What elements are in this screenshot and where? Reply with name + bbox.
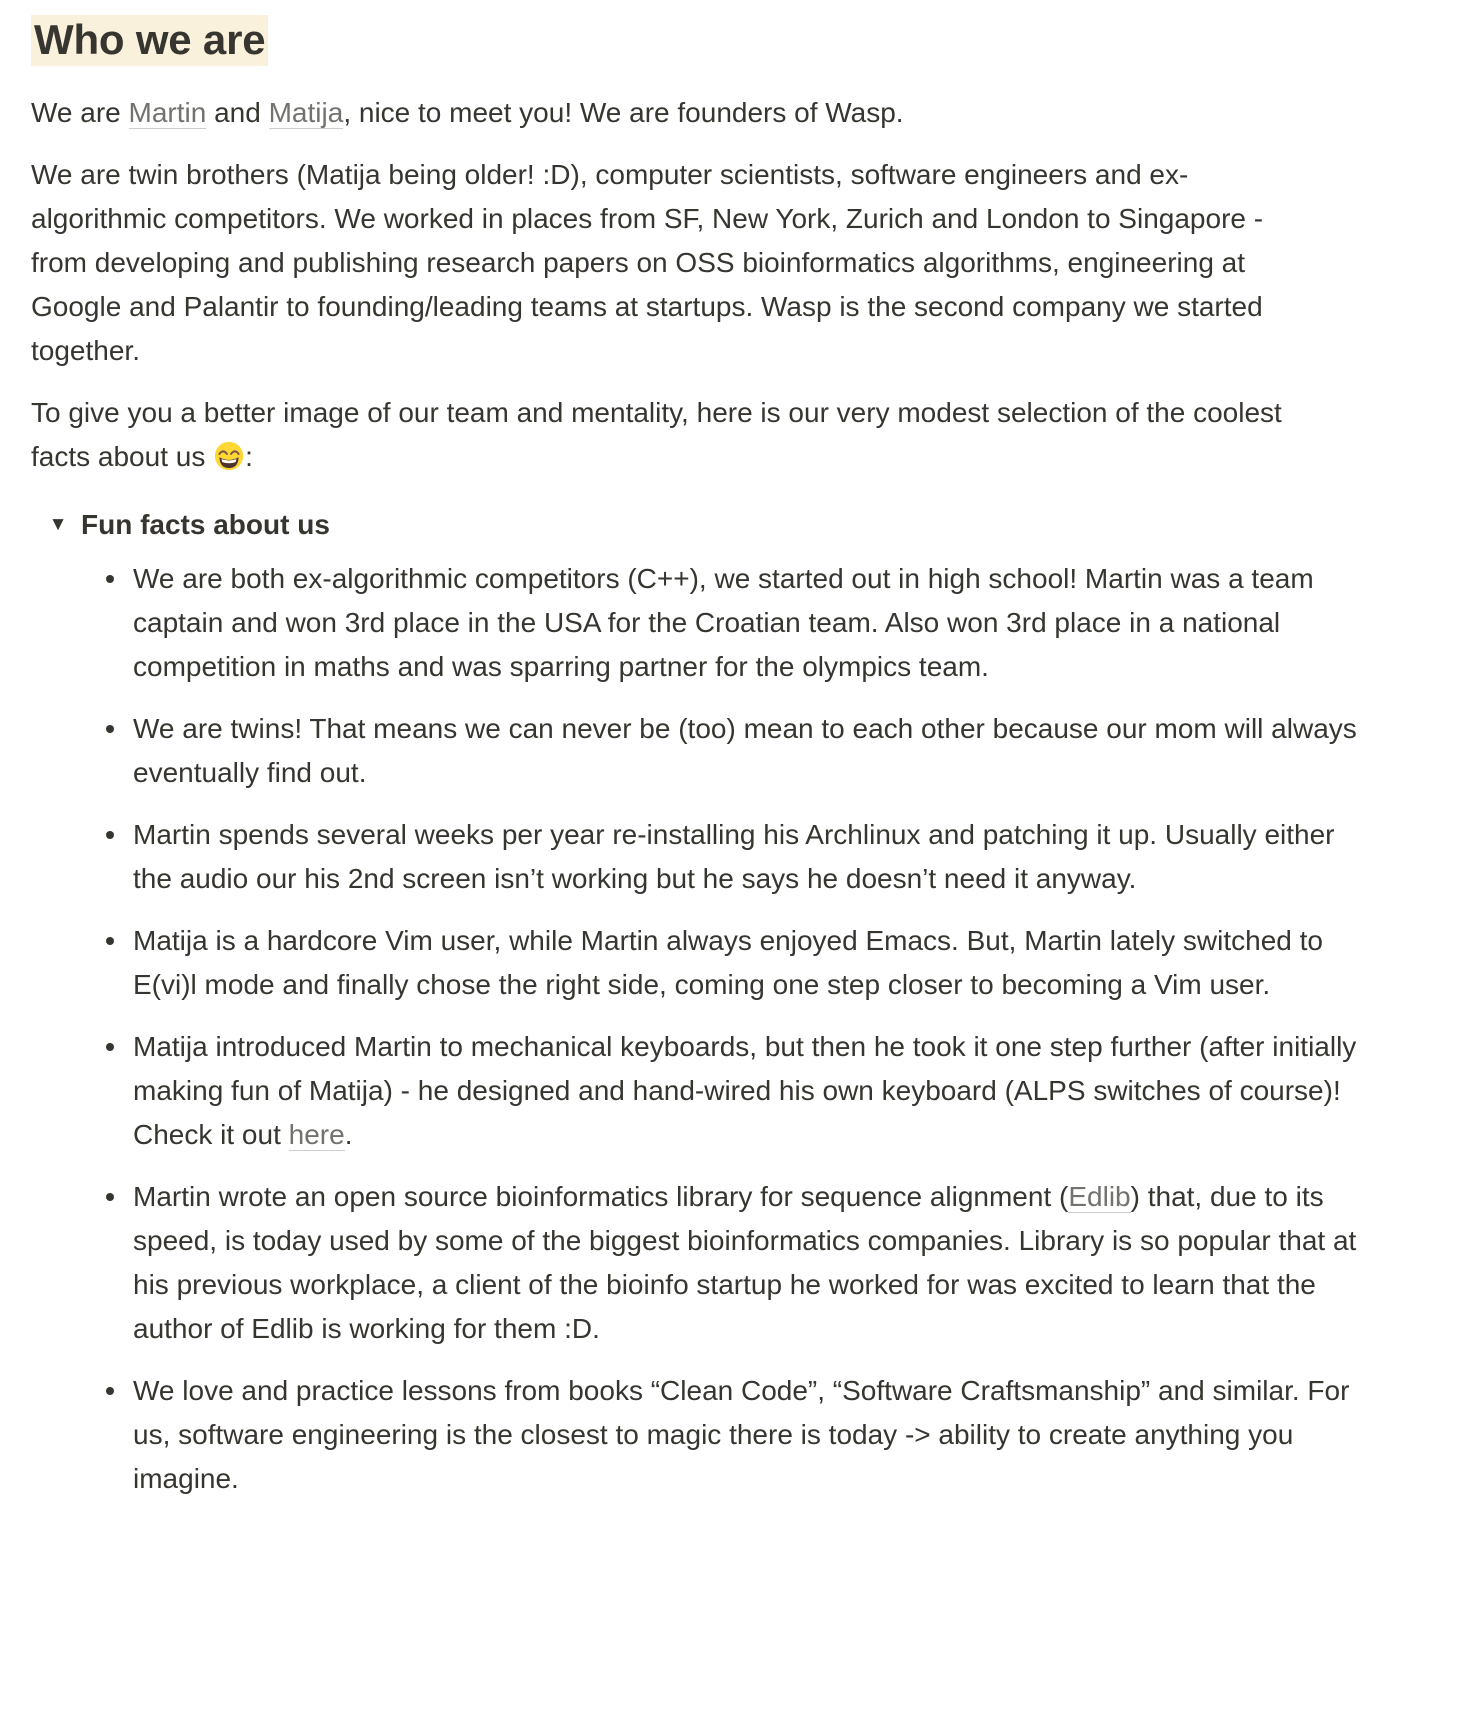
bullet-marker-box xyxy=(103,1025,133,1157)
bullet-marker-box xyxy=(103,557,133,689)
bullet-dot-icon xyxy=(106,725,114,733)
text-run: We are both ex-algorithmic competitors (C++), we started out in high school! Martin was a team captain and won 3rd place in the USA for the Croatian team. Also won 3rd place in a national competition in maths and was sparring partner for the olympics team. xyxy=(133,562,1314,682)
grinning-face-emoji-icon xyxy=(214,441,244,471)
text-run: We love and practice lessons from books “Clean Code”, “Software Craftsmanship” and similar. For us, software engineering is the closest to magic there is today -> ability to create anything you imagine. xyxy=(133,1374,1350,1494)
list-item xyxy=(103,919,1436,1007)
text-run: We are twins! That means we can never be (too) mean to each other because our mom will always eventually find out. xyxy=(133,712,1357,788)
text-run: Matija is a hardcore Vim user, while Martin always enjoyed Emacs. But, Martin lately switched to E(vi)l mode and finally chose the right side, coming one step closer to becoming a Vim user. xyxy=(133,924,1323,1000)
bio-paragraph: We are twin brothers (Matija being older! :D), computer scientists, software engineers and ex-algorithmic competitors. We worked in places from SF, New York, Zurich and London to Singapore - from developing and publishing research papers on OSS bioinformatics algorithms, engineering at Google and Palantir to founding/leading teams at startups. Wasp is the second company we started together. xyxy=(31,158,1264,366)
bullet-dot-icon xyxy=(106,1043,114,1051)
facts-intro-paragraph xyxy=(31,391,1321,479)
intro-paragraph xyxy=(31,91,1321,135)
bullet-text xyxy=(133,1175,1378,1351)
list-item xyxy=(103,1025,1436,1157)
toggle-fun-facts[interactable] xyxy=(31,503,1436,547)
bullet-dot-icon xyxy=(106,575,114,583)
bullet-text xyxy=(133,1025,1378,1157)
bullet-dot-icon xyxy=(106,831,114,839)
bullet-text xyxy=(133,707,1378,795)
bullet-marker-box xyxy=(103,919,133,1007)
bullet-text xyxy=(133,1369,1378,1501)
matija-link[interactable]: Matija xyxy=(268,96,344,128)
text-run: ) that, due to its speed, is today used by some of the biggest bioinformatics companies. Library is so popular that at his previous workplace, a client of the bioinfo startup he worked for was excited to learn that the author of Edlib is working for them :D. xyxy=(133,1180,1357,1344)
toggle-triangle-icon[interactable]: ▼ xyxy=(48,513,68,535)
facts-intro-colon: : xyxy=(245,440,253,472)
text-run: , nice to meet you! We are founders of Wasp. xyxy=(343,96,904,128)
list-item xyxy=(103,557,1436,689)
bullet-dot-icon xyxy=(106,1387,114,1395)
document-page xyxy=(31,12,1436,1501)
text-run: . xyxy=(344,1118,353,1150)
fun-facts-list xyxy=(103,557,1436,1501)
martin-link[interactable]: Martin xyxy=(128,96,207,128)
page-title-highlight: Who we are xyxy=(31,15,268,66)
bullet-marker-box xyxy=(103,1369,133,1501)
edlib-link[interactable]: Edlib xyxy=(1068,1180,1131,1212)
keyboard-here-link[interactable]: here xyxy=(288,1118,345,1150)
bullet-marker-box xyxy=(103,813,133,901)
toggle-label: Fun facts about us xyxy=(81,508,330,540)
list-item xyxy=(103,1369,1436,1501)
bullet-text xyxy=(133,813,1378,901)
list-item xyxy=(103,1175,1436,1351)
text-run: We are xyxy=(31,96,129,128)
bullet-dot-icon xyxy=(106,1193,114,1201)
text-run: Martin spends several weeks per year re-installing his Archlinux and patching it up. Usually either the audio our his 2nd screen isn’t working but he says he doesn’t need it anyway. xyxy=(133,818,1335,894)
text-run: and xyxy=(206,96,269,128)
bullet-marker-box xyxy=(103,707,133,795)
bullet-dot-icon xyxy=(106,937,114,945)
text-run: Matija introduced Martin to mechanical keyboards, but then he took it one step further (after initially making fun of Matija) - he designed and hand-wired his own keyboard (ALPS switches of course)! Check it out xyxy=(133,1030,1357,1150)
page-title xyxy=(31,12,1436,69)
bullet-text xyxy=(133,919,1378,1007)
facts-intro-text: To give you a better image of our team and mentality, here is our very modest selection of the coolest facts about us xyxy=(31,396,1282,472)
list-item xyxy=(103,813,1436,901)
text-run: Martin wrote an open source bioinformatics library for sequence alignment ( xyxy=(133,1180,1069,1212)
bullet-marker-box xyxy=(103,1175,133,1351)
bullet-text xyxy=(133,557,1378,689)
list-item xyxy=(103,707,1436,795)
